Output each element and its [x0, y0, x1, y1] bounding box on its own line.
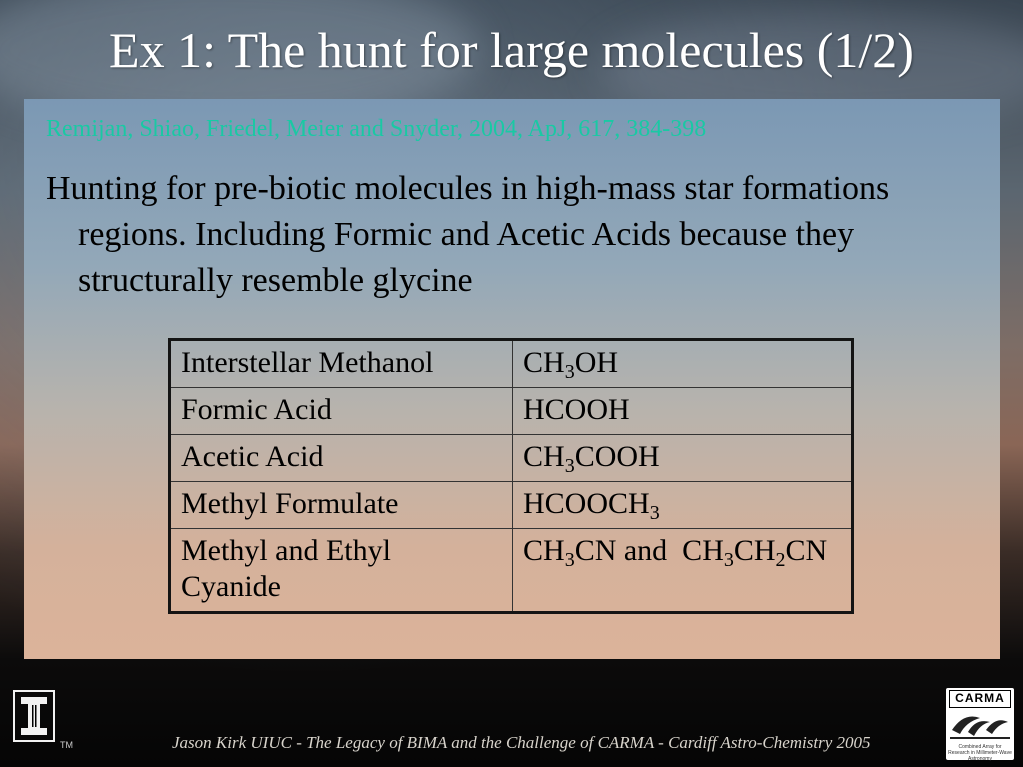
table-row [170, 388, 853, 435]
table-row [170, 435, 853, 482]
formula-text: HCOOH [523, 393, 630, 426]
molecule-name-cell: Methyl Formulate [170, 482, 513, 529]
formula-text: CH [523, 346, 565, 379]
formula-subscript: 3 [723, 549, 734, 571]
formula-text: CH [733, 534, 776, 567]
trademark-mark: TM [60, 740, 73, 750]
molecule-table [168, 338, 854, 614]
molecule-name-cell: Interstellar Methanol [170, 340, 513, 388]
formula-subscript: 2 [775, 549, 786, 571]
formula-subscript: 3 [564, 549, 575, 571]
formula-text: COOH [574, 440, 660, 473]
formula-subscript: 3 [649, 502, 660, 524]
table-row [170, 529, 853, 613]
citation-reference[interactable]: Remijan, Shiao, Friedel, Meier and Snyder, 2004, ApJ, 617, 384-398 [46, 116, 707, 142]
carma-logo-subtitle: Combined Array for Research in Millimeter-Wave Astronomy [948, 744, 1012, 762]
molecule-formula-cell [513, 435, 853, 482]
molecule-formula-cell [513, 529, 853, 613]
formula-text: CN [785, 534, 828, 567]
slide-title: Ex 1: The hunt for large molecules (1/2) [109, 22, 914, 78]
molecule-formula-cell [513, 340, 853, 388]
antenna-dish-icon [946, 708, 1014, 744]
formula-text: OH [574, 346, 619, 379]
molecule-formula-cell [513, 388, 853, 435]
molecule-name-cell: Acetic Acid [170, 435, 513, 482]
table-row [170, 340, 853, 388]
formula-subscript: 3 [564, 361, 575, 383]
university-logo [13, 690, 55, 742]
footer-credit: Jason Kirk UIUC - The Legacy of BIMA and the Challenge of CARMA - Cardiff Astro-Chemistry 2005 [172, 733, 871, 752]
formula-subscript: 3 [564, 455, 575, 477]
molecule-name-cell: Formic Acid [170, 388, 513, 435]
table-row [170, 482, 853, 529]
illinois-i-icon [15, 692, 53, 740]
formula-text: HCOOCH [523, 487, 650, 520]
carma-logo-title: CARMA [949, 690, 1011, 708]
body-paragraph: Hunting for pre-biotic molecules in high-mass star formations regions. Including Formic and Acetic Acids because they structurally resemble glycine [46, 170, 890, 299]
formula-text: CN and CH [574, 534, 724, 567]
carma-logo [946, 688, 1014, 760]
formula-text: CH [523, 534, 565, 567]
formula-text: CH [523, 440, 565, 473]
molecule-name-cell: Methyl and Ethyl Cyanide [170, 529, 513, 613]
body-text [46, 166, 996, 304]
molecule-formula-cell [513, 482, 853, 529]
